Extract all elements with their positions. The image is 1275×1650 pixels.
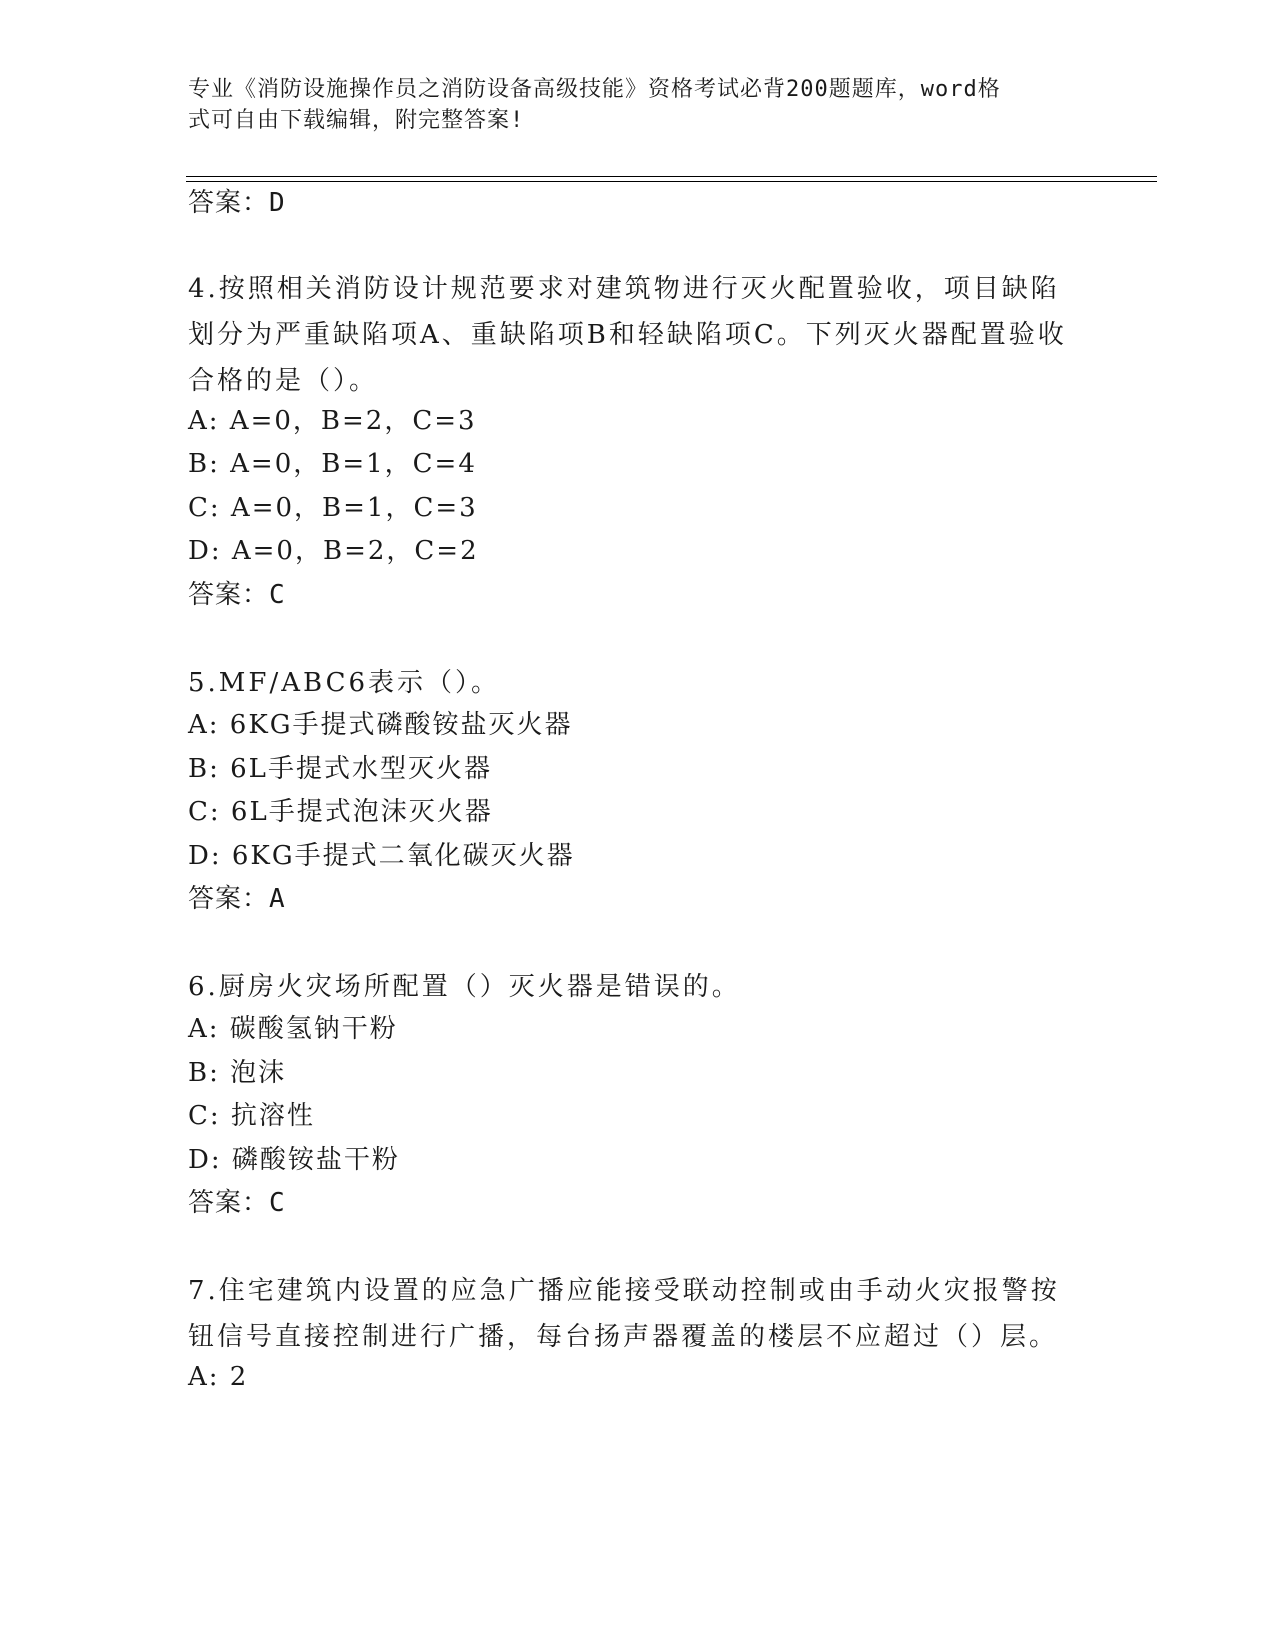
answer-q5: 答案：A [188,884,286,914]
answer-q4: 答案：C [188,580,286,610]
header-divider-top [186,176,1157,177]
question-line: 划分为严重缺陷项A、重缺陷项B和轻缺陷项C。下列灭火器配置验收 [188,320,1067,350]
answer-q3: 答案：D [188,188,286,218]
question-6 [188,964,1088,1010]
question-line: 7.住宅建筑内设置的应急广播应能接受联动控制或由手动火灾报警按 [188,1276,1060,1306]
question-4-option-b: B: A=0，B=1，C=4 [188,449,477,479]
question-4-option-d: D: A=0，B=2，C=2 [188,536,479,566]
document-header [188,74,1068,136]
question-5-option-d: D: 6KG手提式二氧化碳灭火器 [188,841,575,871]
question-5 [188,660,1088,706]
question-line: 钮信号直接控制进行广播，每台扬声器覆盖的楼层不应超过（）层。 [188,1322,1059,1352]
question-7 [188,1268,1088,1360]
question-line: 6.厨房火灾场所配置（）灭火器是错误的。 [188,972,741,1002]
question-4-option-c: C: A=0，B=1，C=3 [188,493,478,523]
question-line: 4.按照相关消防设计规范要求对建筑物进行灭火配置验收，项目缺陷 [188,274,1060,304]
question-4-option-a: A: A=0，B=2，C=3 [188,406,477,436]
answer-q6: 答案：C [188,1188,286,1218]
question-5-option-a: A: 6KG手提式磷酸铵盐灭火器 [188,710,573,740]
question-6-option-c: C: 抗溶性 [188,1101,315,1131]
header-line-2: 式可自由下载编辑，附完整答案! [188,108,525,133]
question-5-option-b: B: 6L手提式水型灭火器 [188,754,492,784]
question-4 [188,266,1088,404]
question-line: 5.MF/ABC6表示（）。 [188,668,501,698]
question-5-option-c: C: 6L手提式泡沫灭火器 [188,797,493,827]
question-6-option-d: D: 磷酸铵盐干粉 [188,1145,400,1175]
header-line-1: 专业《消防设施操作员之消防设备高级技能》资格考试必背200题题库，word格 [188,77,1001,102]
question-line: 合格的是（）。 [188,366,379,396]
question-7-option-a: A: 2 [188,1362,249,1392]
question-6-option-b: B: 泡沫 [188,1058,287,1088]
header-divider-bottom [186,181,1157,182]
question-6-option-a: A: 碳酸氢钠干粉 [188,1014,398,1044]
